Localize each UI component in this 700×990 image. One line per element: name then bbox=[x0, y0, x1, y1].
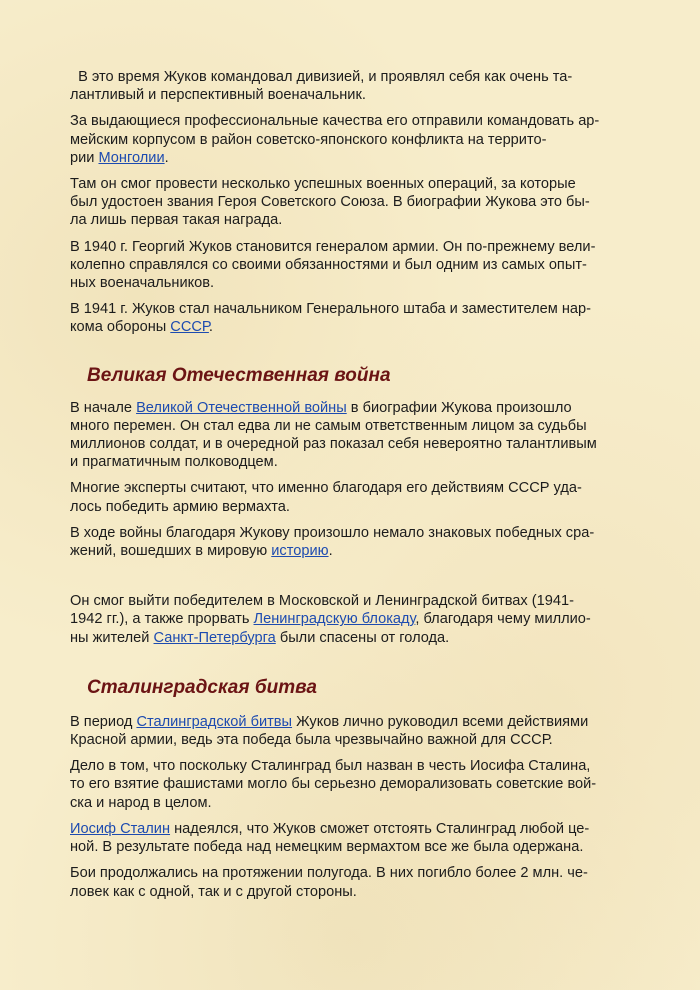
document-content bbox=[70, 68, 635, 909]
link-mongolia[interactable]: Монголии bbox=[98, 149, 165, 166]
paragraph-battles: В ходе войны благодаря Жукову произошло немало знаковых победных сра- жений, вошедших в мировую историю. bbox=[70, 524, 595, 560]
link-stalingrad-battle[interactable]: Сталинградской битвы bbox=[136, 713, 293, 730]
paragraph-division-command: В это время Жуков командовал дивизией, и проявлял себя как очень та- лантливый и перспективный военачальник. bbox=[70, 69, 573, 104]
paragraph-general-1940: В 1940 г. Георгий Жуков становится генералом армии. Он по-прежнему вели- колепно справлялся со своими обязанностями и был одним из самых опыт- ных военачальников. bbox=[70, 238, 596, 292]
paragraph-experts: Многие эксперты считают, что именно благодаря его действиям СССР уда- лось победить армию вермахта. bbox=[70, 480, 582, 515]
link-joseph-stalin[interactable]: Иосиф Сталин bbox=[70, 820, 171, 837]
spacer bbox=[70, 568, 635, 592]
paragraph-casualties: Бои продолжались на протяжении полугода. В них погибло более 2 млн. че- ловек как с одной, так и с другой стороны. bbox=[70, 865, 588, 900]
link-saint-petersburg[interactable]: Санкт-Петербурга bbox=[153, 629, 276, 646]
section-heading-stalingrad: Сталинградская битва bbox=[87, 676, 317, 698]
paragraph-moscow-leningrad: Он смог выйти победителем в Московской и Ленинградской битвах (1941- 1942 гг.), а также прорвать Ленинградскую блокаду, благодаря чему миллио- ны жителей Санкт-Петербурга были спасены от голода. bbox=[70, 593, 591, 646]
paragraph-stalingrad-name: Дело в том, что поскольку Сталинград был назван в честь Иосифа Сталина, то его взятие фашистами могло бы серьезно деморализовать советские вой- ска и народ в целом. bbox=[70, 758, 597, 811]
paragraph-stalingrad-period: В период Сталинградской битвы Жуков лично руководил всеми действиями Красной армии, ведь эта победа была чрезвычайно важной для СССР. bbox=[70, 713, 589, 749]
paragraph-mongolia: За выдающиеся профессиональные качества его отправили командовать ар- мейским корпусом в район советско-японского конфликта на террито- рии Монголии. bbox=[70, 113, 600, 166]
section-heading-great-patriotic-war: Великая Отечественная война bbox=[87, 364, 391, 386]
link-great-patriotic-war[interactable]: Великой Отечественной войны bbox=[136, 399, 347, 416]
paragraph-general-staff-1941: В 1941 г. Жуков стал начальником Генерального штаба и заместителем нар- кома обороны СССР. bbox=[70, 301, 591, 336]
link-history[interactable]: историю bbox=[271, 543, 329, 560]
paragraph-stalin-hope: Иосиф Сталин надеялся, что Жуков сможет отстоять Сталинград любой це- ной. В результате победа над немецким вермахтом все же была одержана. bbox=[70, 820, 590, 856]
link-leningrad-blockade[interactable]: Ленинградскую блокаду bbox=[253, 611, 416, 628]
paragraph-hero-award: Там он смог провести несколько успешных военных операций, за которые был удостоен звания Героя Советского Союза. В биографии Жукова это бы- ла лишь первая такая награда. bbox=[70, 176, 590, 229]
paragraph-war-beginning: В начале Великой Отечественной войны в биографии Жукова произошло много перемен. Он стал едва ли не самым ответственным лицом за судьбы миллионов солдат, и в очередной раз показал себя невероятно талантливым и прагматичным полководцем. bbox=[70, 399, 597, 471]
link-ussr[interactable]: СССР bbox=[170, 319, 209, 336]
